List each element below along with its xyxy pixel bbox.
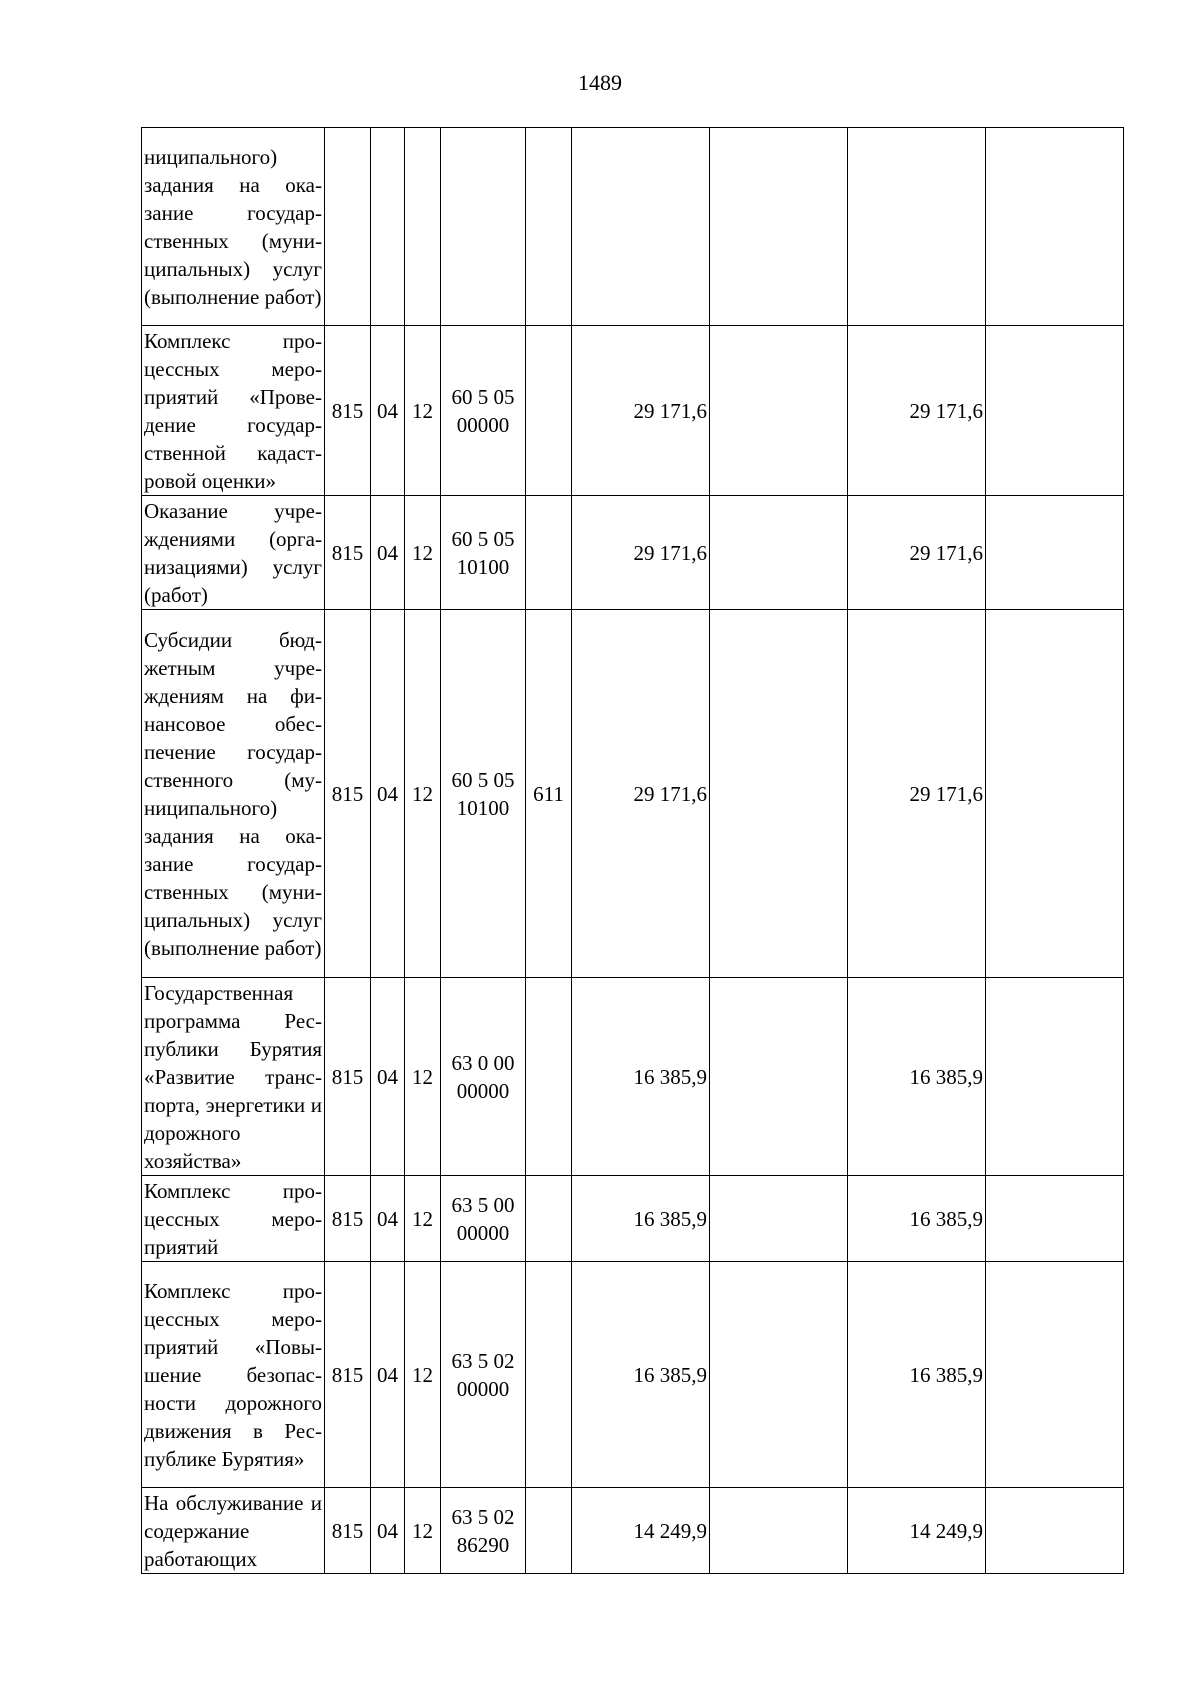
- section-cell: 04: [371, 1488, 405, 1574]
- expense-type-cell: [526, 496, 572, 610]
- row-name-cell: На обслуживание и содержание работающих: [142, 1488, 325, 1574]
- target-article-part1: 60 5 05: [451, 384, 515, 409]
- amount-cell-4: [986, 326, 1124, 496]
- section-cell: 04: [371, 1262, 405, 1488]
- grbs-cell: 815: [325, 326, 371, 496]
- target-article-cell: [441, 496, 526, 610]
- amount-cell-3: 29 171,6: [848, 610, 986, 978]
- amount-cell-1: 14 249,9: [572, 1488, 710, 1574]
- grbs-cell: 815: [325, 1488, 371, 1574]
- row-name-cell: ниципального) задания на оказание государственных (муниципальных) услуг (выполнение работ): [142, 128, 325, 326]
- target-article-cell: [441, 1488, 526, 1574]
- amount-cell-2: [710, 978, 848, 1176]
- section-cell: 04: [371, 978, 405, 1176]
- grbs-cell: 815: [325, 1262, 371, 1488]
- expense-type-cell: [526, 1176, 572, 1262]
- target-article-part1: 63 5 02: [451, 1504, 515, 1529]
- row-name-cell: Комплекс процессных мероприятий «Повышение безопасности дорожного движения в Республике Бурятия»: [142, 1262, 325, 1488]
- target-article-part2: 10100: [456, 554, 510, 579]
- grbs-cell: 815: [325, 610, 371, 978]
- table-body: [142, 128, 1124, 1574]
- section-cell: 04: [371, 496, 405, 610]
- target-article-part2: 00000: [456, 1220, 510, 1245]
- amount-cell-2: [710, 496, 848, 610]
- amount-cell-3: 16 385,9: [848, 1176, 986, 1262]
- amount-cell-1: 16 385,9: [572, 1262, 710, 1488]
- amount-cell-4: [986, 978, 1124, 1176]
- amount-cell-1: [572, 128, 710, 326]
- amount-cell-2: [710, 1488, 848, 1574]
- amount-cell-2: [710, 610, 848, 978]
- amount-cell-1: 29 171,6: [572, 326, 710, 496]
- amount-cell-4: [986, 1488, 1124, 1574]
- grbs-cell: 815: [325, 978, 371, 1176]
- table-row: [142, 1262, 1124, 1488]
- grbs-cell: [325, 128, 371, 326]
- table-row: [142, 610, 1124, 978]
- amount-cell-3: 16 385,9: [848, 978, 986, 1176]
- section-cell: 04: [371, 326, 405, 496]
- target-article-cell: [441, 1176, 526, 1262]
- subsection-cell: 12: [405, 978, 441, 1176]
- row-name-cell: Субсидии бюджетным учреждениям на финансовое обеспечение государственного (муниципального) задания на оказание государственных (муниципальных) услуг (выполнение работ): [142, 610, 325, 978]
- amount-cell-3: 29 171,6: [848, 326, 986, 496]
- row-name-cell: Комплекс процессных мероприятий «Проведение государственной кадастровой оценки»: [142, 326, 325, 496]
- amount-cell-1: 16 385,9: [572, 978, 710, 1176]
- target-article-part2: 00000: [456, 1078, 510, 1103]
- target-article-cell: [441, 128, 526, 326]
- subsection-cell: 12: [405, 610, 441, 978]
- subsection-cell: 12: [405, 326, 441, 496]
- amount-cell-1: 16 385,9: [572, 1176, 710, 1262]
- amount-cell-3: [848, 128, 986, 326]
- amount-cell-2: [710, 1176, 848, 1262]
- subsection-cell: 12: [405, 1488, 441, 1574]
- subsection-cell: 12: [405, 1176, 441, 1262]
- amount-cell-4: [986, 1176, 1124, 1262]
- subsection-cell: [405, 128, 441, 326]
- amount-cell-2: [710, 326, 848, 496]
- row-name-cell: Оказание учреждениями (организациями) услуг (работ): [142, 496, 325, 610]
- target-article-part1: 60 5 05: [451, 526, 515, 551]
- table-row: [142, 128, 1124, 326]
- expense-type-cell: 611: [526, 610, 572, 978]
- expense-type-cell: [526, 1488, 572, 1574]
- table-row: [142, 1176, 1124, 1262]
- target-article-part1: 63 0 00: [451, 1050, 515, 1075]
- section-cell: 04: [371, 1176, 405, 1262]
- section-cell: [371, 128, 405, 326]
- amount-cell-4: [986, 128, 1124, 326]
- target-article-part2: 00000: [456, 412, 510, 437]
- target-article-part2: 10100: [456, 795, 510, 820]
- subsection-cell: 12: [405, 1262, 441, 1488]
- target-article-cell: [441, 978, 526, 1176]
- amount-cell-4: [986, 610, 1124, 978]
- page-number: 1489: [578, 70, 622, 95]
- target-article-cell: [441, 610, 526, 978]
- table-row: [142, 496, 1124, 610]
- table-row: [142, 326, 1124, 496]
- expense-type-cell: [526, 978, 572, 1176]
- target-article-part2: 86290: [456, 1532, 510, 1557]
- amount-cell-1: 29 171,6: [572, 610, 710, 978]
- target-article-cell: [441, 1262, 526, 1488]
- target-article-part2: 00000: [456, 1376, 510, 1401]
- grbs-cell: 815: [325, 496, 371, 610]
- amount-cell-1: 29 171,6: [572, 496, 710, 610]
- expense-type-cell: [526, 326, 572, 496]
- target-article-part1: 63 5 00: [451, 1192, 515, 1217]
- table-row: [142, 978, 1124, 1176]
- amount-cell-3: 16 385,9: [848, 1262, 986, 1488]
- table-row: [142, 1488, 1124, 1574]
- target-article-part1: 63 5 02: [451, 1348, 515, 1373]
- budget-table: [141, 127, 1124, 1574]
- expense-type-cell: [526, 1262, 572, 1488]
- row-name-cell: Государственная программа Республики Бурятия «Развитие транспорта, энергетики и дорожного хозяйства»: [142, 978, 325, 1176]
- grbs-cell: 815: [325, 1176, 371, 1262]
- subsection-cell: 12: [405, 496, 441, 610]
- amount-cell-4: [986, 496, 1124, 610]
- row-name-cell: Комплекс процессных мероприятий: [142, 1176, 325, 1262]
- target-article-cell: [441, 326, 526, 496]
- amount-cell-4: [986, 1262, 1124, 1488]
- amount-cell-2: [710, 1262, 848, 1488]
- expense-type-cell: [526, 128, 572, 326]
- amount-cell-2: [710, 128, 848, 326]
- target-article-part1: 60 5 05: [451, 767, 515, 792]
- amount-cell-3: 14 249,9: [848, 1488, 986, 1574]
- section-cell: 04: [371, 610, 405, 978]
- amount-cell-3: 29 171,6: [848, 496, 986, 610]
